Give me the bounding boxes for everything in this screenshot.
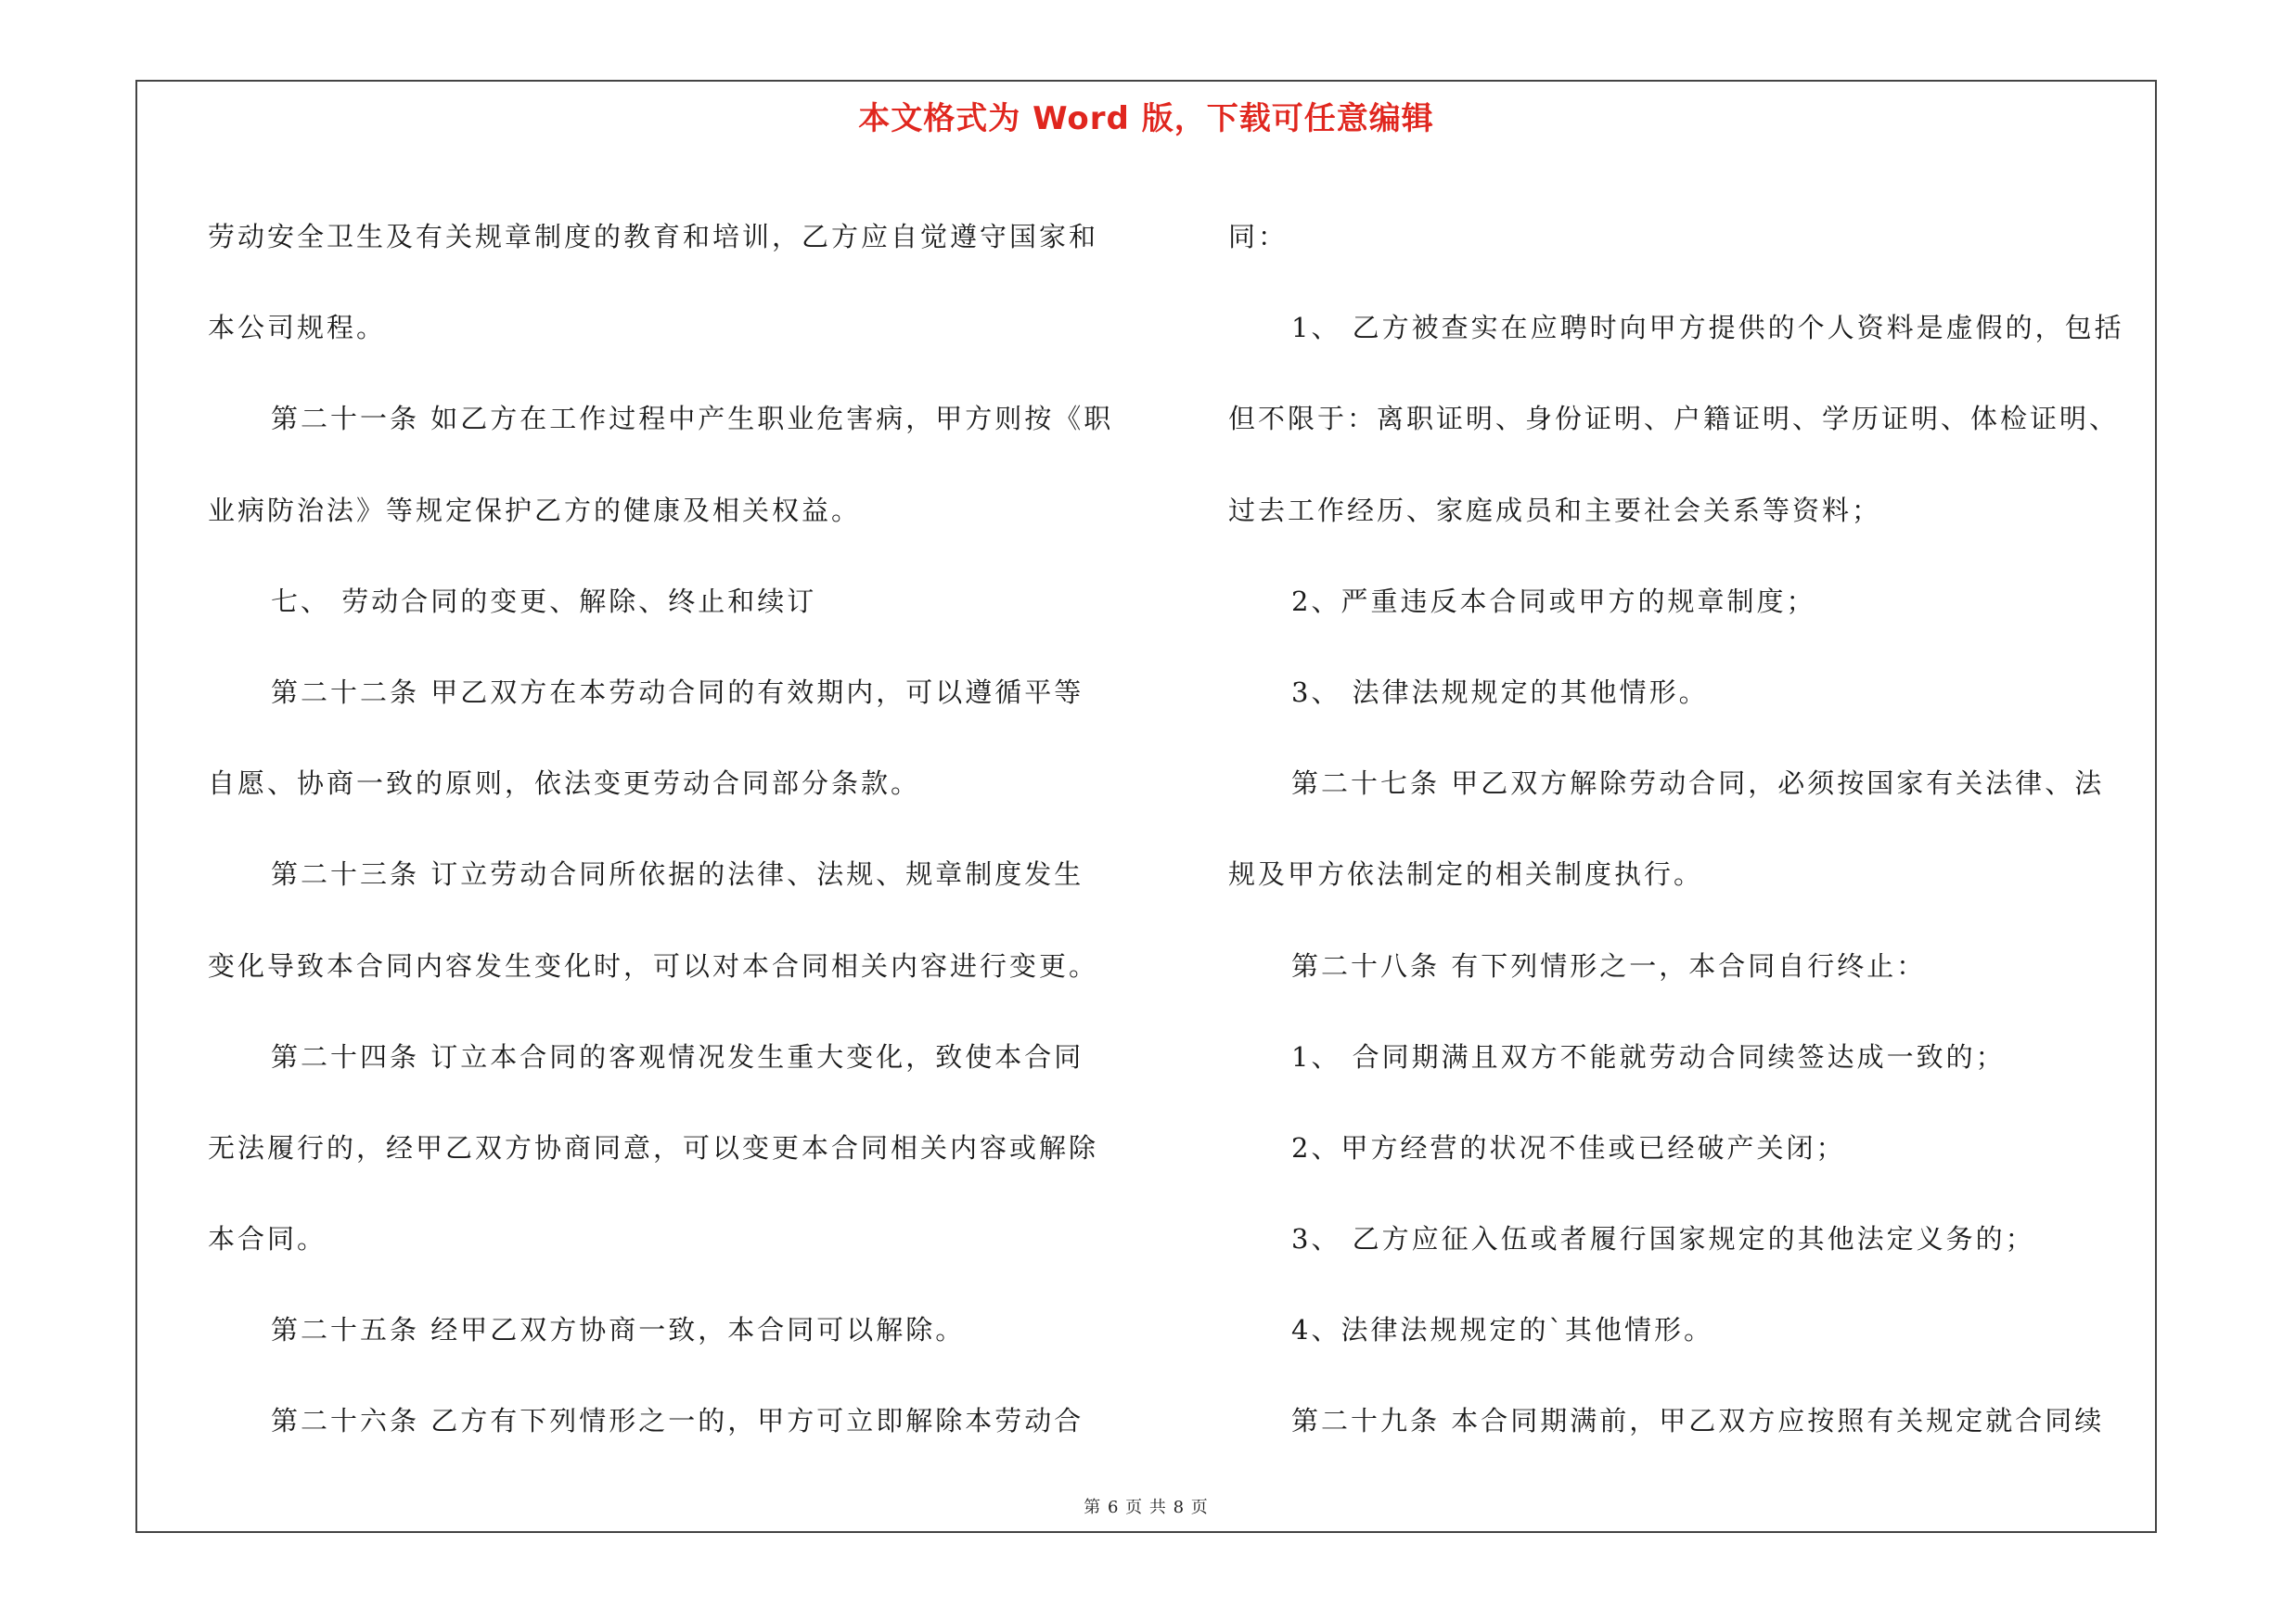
text-line: 第二十四条 订立本合同的客观情况发生重大变化，致使本合同: [271, 1040, 1084, 1073]
text-line: 第二十一条 如乙方在工作过程中产生职业危害病，甲方则按《职: [271, 403, 1114, 435]
text-line: 自愿、协商一致的原则，依法变更劳动合同部分条款。: [208, 767, 921, 800]
text-line: 无法履行的，经甲乙双方协商同意，可以变更本合同相关内容或解除: [208, 1131, 1099, 1164]
left-text-column: [208, 191, 1145, 1467]
text-line: 规及甲方依法制定的相关制度执行。: [1228, 858, 1704, 891]
text-line: 2、甲方经营的状况不佳或已经破产关闭；: [1291, 1131, 1846, 1164]
text-line: 过去工作经历、家庭成员和主要社会关系等资料；: [1228, 494, 1882, 526]
text-line: 1、 乙方被查实在应聘时向甲方提供的个人资料是虚假的，包括: [1291, 312, 2124, 344]
page-number-footer: 第 6 页 共 8 页: [1084, 1498, 1209, 1517]
text-line: 变化导致本合同内容发生变化时，可以对本合同相关内容进行变更。: [208, 949, 1099, 982]
text-line: 第二十九条 本合同期满前，甲乙双方应按照有关规定就合同续: [1291, 1405, 2105, 1437]
text-line: 本公司规程。: [208, 312, 387, 344]
right-text-column: [1228, 191, 2165, 1467]
text-line: 但不限于：离职证明、身份证明、户籍证明、学历证明、体检证明、: [1228, 403, 2120, 435]
page-frame: [135, 80, 2157, 1533]
text-line: 4、法律法规规定的`其他情形。: [1291, 1314, 1713, 1346]
text-line: 第二十八条 有下列情形之一，本合同自行终止：: [1291, 949, 1927, 982]
text-line: 同：: [1228, 221, 1289, 252]
text-line: 第二十三条 订立劳动合同所依据的法律、法规、规章制度发生: [271, 858, 1084, 891]
text-line: 2、严重违反本合同或甲方的规章制度；: [1291, 585, 1816, 617]
text-line: 3、 法律法规规定的其他情形。: [1291, 676, 1709, 708]
editable-notice-banner: 本文格式为 Word 版，下载可任意编辑: [858, 100, 1434, 137]
text-line: 本合同。: [208, 1223, 327, 1256]
text-line: 劳动安全卫生及有关规章制度的教育和培训，乙方应自觉遵守国家和: [208, 221, 1099, 252]
text-line: 1、 合同期满且双方不能就劳动合同续签达成一致的；: [1291, 1040, 2006, 1073]
text-line: 业病防治法》等规定保护乙方的健康及相关权益。: [208, 494, 862, 526]
text-line: 第二十二条 甲乙双方在本劳动合同的有效期内，可以遵循平等: [271, 676, 1084, 708]
text-line: 第二十六条 乙方有下列情形之一的，甲方可立即解除本劳动合: [271, 1405, 1084, 1437]
text-line: 3、 乙方应征入伍或者履行国家规定的其他法定义务的；: [1291, 1223, 2035, 1256]
text-line: 七、 劳动合同的变更、解除、终止和续订: [271, 585, 817, 617]
text-line: 第二十五条 经甲乙双方协商一致，本合同可以解除。: [271, 1314, 966, 1346]
text-line: 第二十七条 甲乙双方解除劳动合同，必须按国家有关法律、法: [1291, 767, 2105, 800]
